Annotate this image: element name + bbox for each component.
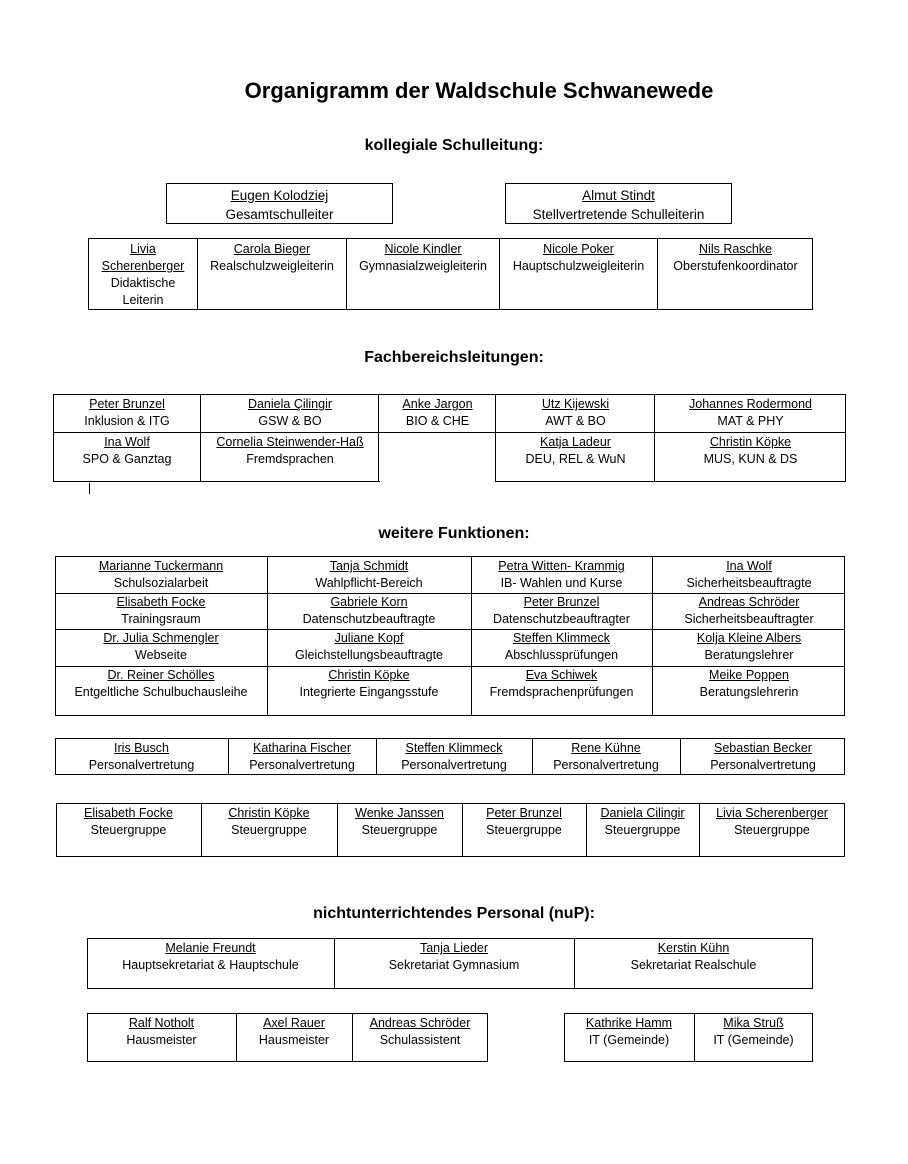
- org-cell: [652, 628, 846, 664]
- org-cell: [655, 394, 846, 430]
- person-role: Abschlussprüfungen: [504, 648, 619, 662]
- person-name: Marianne Tuckermann: [98, 559, 224, 573]
- person-role: Trainingsraum: [121, 612, 201, 626]
- person-role: Beratungslehrer: [704, 648, 794, 662]
- org-cell: [267, 628, 471, 664]
- org-cell: [564, 1013, 694, 1049]
- person-name: Rene Kühne: [571, 741, 641, 755]
- person-name: Elisabeth Focke: [84, 806, 173, 820]
- person-name: Meike Poppen: [709, 668, 789, 682]
- org-cell: [347, 239, 499, 275]
- person-name: Christin Köpke: [328, 668, 410, 682]
- person-name: Juliane Kopf: [334, 631, 404, 645]
- person-name: Peter Brunzel: [486, 806, 562, 820]
- person-role: Entgeltliche Schulbuchausleihe: [74, 685, 248, 699]
- org-cell: [699, 803, 845, 839]
- person-role: MUS, KUN & DS: [703, 452, 798, 466]
- person-name: Sebastian Becker: [714, 741, 812, 755]
- person-role: Wahlpflicht-Bereich: [315, 576, 423, 590]
- person-role: Sekretariat Gymnasium: [388, 958, 520, 972]
- org-cell: [352, 1013, 488, 1049]
- org-cell: [500, 239, 657, 275]
- org-cell: [379, 394, 496, 430]
- org-cell: [267, 665, 471, 701]
- person-role: Steuergruppe: [734, 823, 810, 837]
- person-role: GSW & BO: [258, 414, 322, 428]
- person-name: Petra Witten- Krammig: [498, 559, 625, 573]
- person-role: Schulassistent: [379, 1033, 461, 1047]
- org-cell: [53, 432, 201, 468]
- org-cell: [55, 665, 267, 701]
- org-cell: [574, 938, 813, 974]
- person-role: Sekretariat Realschule: [630, 958, 757, 972]
- person-role: Steuergruppe: [90, 823, 167, 837]
- person-name: Andreas Schröder: [698, 595, 800, 609]
- person-role: Webseite: [135, 648, 187, 662]
- org-cell: [201, 803, 337, 839]
- heading-fachbereich: Fachbereichsleitungen:: [364, 349, 544, 366]
- page-title: Organigramm der Waldschule Schwanewede: [244, 78, 714, 103]
- person-name: Ina Wolf: [104, 435, 150, 449]
- person-name: Gabriele Korn: [330, 595, 408, 609]
- person-name: Wenke Janssen: [355, 806, 444, 820]
- person-role: Steuergruppe: [604, 823, 681, 837]
- person-name: Ina Wolf: [726, 559, 772, 573]
- person-role: IT (Gemeinde): [713, 1033, 794, 1047]
- person-role: Personalvertretung: [249, 758, 355, 772]
- org-cell: [655, 432, 846, 468]
- person-name: Peter Brunzel: [523, 595, 600, 609]
- person-name: Nicole Kindler: [384, 242, 462, 256]
- org-cell: [658, 239, 813, 275]
- org-cell: [652, 665, 846, 701]
- person-role: Beratungslehrerin: [699, 685, 799, 699]
- person-role: Gleichstellungsbeauftragte: [294, 648, 443, 662]
- person-name: Andreas Schröder: [369, 1016, 471, 1030]
- person-role: Gymnasialzweigleiterin: [359, 259, 487, 273]
- person-name: Nicole Poker: [543, 242, 614, 256]
- org-cell: [471, 628, 652, 664]
- person-role: Steuergruppe: [486, 823, 562, 837]
- person-name: Almut Stindt: [582, 188, 655, 203]
- person-name: Livia Scherenberger: [716, 806, 828, 820]
- org-cell: [334, 938, 574, 974]
- person-name: Elisabeth Focke: [116, 595, 206, 609]
- person-role: Steuergruppe: [231, 823, 307, 837]
- org-cell: [198, 239, 346, 275]
- org-cell: [55, 738, 228, 774]
- person-role: Integrierte Eingangsstufe: [299, 685, 439, 699]
- person-name: Kerstin Kühn: [657, 941, 730, 955]
- person-name: Eva Schiwek: [525, 668, 598, 682]
- person-role: Sicherheitsbeauftragter: [684, 612, 814, 626]
- person-role: SPO & Ganztag: [82, 452, 172, 466]
- person-role: Personalvertretung: [88, 758, 195, 772]
- person-name: Utz Kijewski: [541, 397, 610, 411]
- org-cell: [228, 738, 376, 774]
- person-name: Melanie Freundt: [165, 941, 256, 955]
- person-role: Hauptschulzweigleiterin: [512, 259, 645, 273]
- person-role: Personalvertretung: [710, 758, 816, 772]
- org-cell: [55, 628, 267, 664]
- org-cell: [201, 432, 379, 468]
- person-role: Gesamtschulleiter: [225, 207, 334, 222]
- person-role: IT (Gemeinde): [588, 1033, 670, 1047]
- person-name: Katharina Fischer: [253, 741, 351, 755]
- person-name: Iris Busch: [114, 741, 169, 755]
- org-cell: [652, 556, 846, 592]
- person-name: Kathrike Hamm: [585, 1016, 673, 1030]
- org-cell: [376, 738, 532, 774]
- org-cell: [89, 239, 197, 309]
- org-cell: [462, 803, 586, 839]
- org-cell: [337, 803, 462, 839]
- person-name: Peter Brunzel: [89, 397, 165, 411]
- org-cell: [55, 556, 267, 592]
- org-cell: [471, 665, 652, 701]
- person-role: Sicherheitsbeauftragte: [686, 576, 812, 590]
- stray-line: [89, 483, 90, 494]
- person-name: Daniela Çilingir: [247, 397, 333, 411]
- person-role: IB- Wahlen und Kurse: [500, 576, 623, 590]
- person-name: Christin Köpke: [228, 806, 310, 820]
- person-role: Realschulzweigleiterin: [210, 259, 334, 273]
- org-table-fachbereich: [53, 394, 846, 483]
- org-cell: [496, 394, 655, 430]
- person-role: Hausmeister: [126, 1033, 197, 1047]
- person-role: Personalvertretung: [401, 758, 507, 772]
- person-role: Datenschutzbeauftragte: [302, 612, 436, 626]
- person-role: Fremdsprachen: [246, 452, 334, 466]
- org-cell: [680, 738, 846, 774]
- person-name: Anke Jargon: [402, 397, 473, 411]
- org-box-schulleiter: [166, 183, 393, 224]
- person-role: Stellvertretende Schulleiterin: [532, 207, 705, 222]
- person-role: Datenschutzbeauftragter: [493, 612, 630, 626]
- person-name: Nils Raschke: [699, 242, 772, 256]
- org-cell: [496, 432, 655, 468]
- person-role: Schulsozialarbeit: [113, 576, 209, 590]
- heading-schulleitung: kollegiale Schulleitung:: [364, 137, 544, 154]
- person-role: Fremdsprachenprüfungen: [489, 685, 634, 699]
- org-cell: [87, 1013, 236, 1049]
- person-role: Personalvertretung: [553, 758, 659, 772]
- person-name: Eugen Kolodziej: [230, 188, 329, 203]
- org-cell: [55, 592, 267, 628]
- org-cell: [56, 803, 201, 839]
- org-cell: [236, 1013, 352, 1049]
- person-role: Oberstufenkoordinator: [673, 259, 798, 273]
- person-name: Livia Scherenberger: [101, 242, 185, 273]
- person-name: Tanja Lieder: [419, 941, 489, 955]
- person-role: Steuergruppe: [361, 823, 438, 837]
- heading-weitere: weitere Funktionen:: [378, 525, 530, 542]
- org-box-stellvertretung: [505, 183, 732, 224]
- org-cell: [267, 556, 471, 592]
- org-cell: [267, 592, 471, 628]
- person-role: Didaktische Leiterin: [110, 276, 176, 307]
- person-name: Tanja Schmidt: [329, 559, 409, 573]
- org-cell: [201, 394, 379, 430]
- person-name: Johannes Rodermond: [689, 397, 812, 411]
- person-name: Katja Ladeur: [540, 435, 611, 449]
- person-role: AWT & BO: [545, 414, 606, 428]
- org-cell: [694, 1013, 813, 1049]
- person-role: Hauptsekretariat & Hauptschule: [122, 958, 299, 972]
- person-name: Daniela Cilingir: [600, 806, 685, 820]
- heading-nup: nichtunterrichtendes Personal (nuP):: [313, 905, 595, 922]
- person-name: Christin Köpke: [709, 435, 792, 449]
- person-name: Dr. Julia Schmengler: [103, 631, 219, 645]
- person-name: Steffen Klimmeck: [512, 631, 611, 645]
- org-cell: [586, 803, 699, 839]
- person-role: Inklusion & ITG: [84, 414, 170, 428]
- org-cell: [53, 394, 201, 430]
- org-cell: [532, 738, 680, 774]
- person-name: Ralf Notholt: [128, 1016, 195, 1030]
- org-table-zweigleitungen: [88, 238, 813, 310]
- person-name: Cornelia Steinwender-Haß: [216, 435, 364, 449]
- person-role: MAT & PHY: [717, 414, 784, 428]
- person-name: Steffen Klimmeck: [405, 741, 503, 755]
- person-name: Axel Rauer: [263, 1016, 325, 1030]
- person-name: Kolja Kleine Albers: [696, 631, 802, 645]
- person-role: DEU, REL & WuN: [525, 452, 626, 466]
- org-cell: [87, 938, 334, 974]
- org-cell: [471, 556, 652, 592]
- person-name: Dr. Reiner Schölles: [107, 668, 215, 682]
- person-role: Hausmeister: [258, 1033, 330, 1047]
- person-name: Carola Bieger: [233, 242, 311, 256]
- person-role: BIO & CHE: [405, 414, 470, 428]
- org-cell: [471, 592, 652, 628]
- org-cell: [652, 592, 846, 628]
- person-name: Mika Struß: [723, 1016, 784, 1030]
